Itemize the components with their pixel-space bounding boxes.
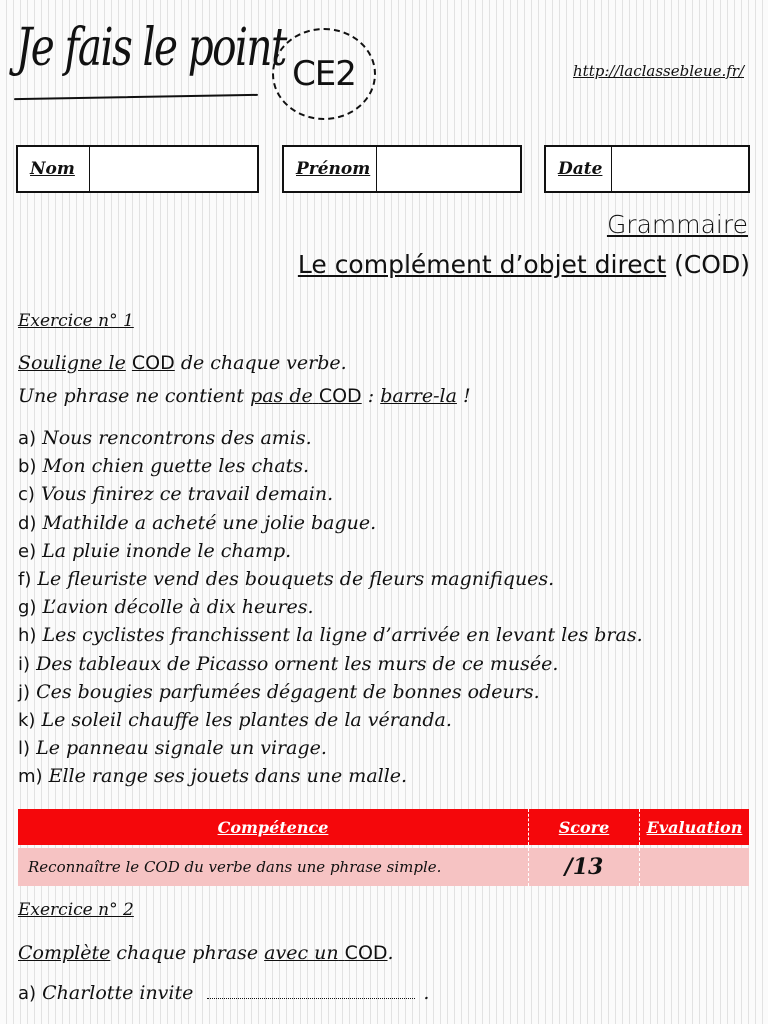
instruction-text: barre-la [380, 385, 457, 407]
item-text: Elle range ses jouets dans une malle. [48, 765, 408, 788]
item-key: b) [18, 456, 37, 478]
instruction-text: ! [462, 385, 471, 407]
item-text: Charlotte invite [42, 982, 194, 1004]
item-key: m) [18, 766, 43, 788]
sentence-item[interactable] [18, 537, 643, 565]
name-field[interactable] [90, 147, 257, 191]
instruction-text: . [387, 942, 394, 964]
exercise-1-instruction-2 [18, 385, 471, 407]
instruction-text: avec un [264, 942, 339, 964]
firstname-field[interactable] [377, 147, 520, 191]
sentence-item[interactable] [18, 650, 643, 678]
exercise-1-instruction-1 [18, 352, 347, 374]
item-text: Nous rencontrons des amis. [42, 427, 312, 449]
instruction-text: Une phrase ne contient [18, 385, 245, 407]
firstname-box [282, 145, 522, 193]
item-key: c) [18, 484, 35, 506]
sentence-item[interactable] [18, 678, 643, 706]
item-key: d) [18, 512, 37, 534]
sentence-item[interactable] [18, 480, 643, 508]
instruction-text: Complète [18, 942, 111, 964]
exercise-2-instruction [18, 942, 394, 964]
sentence-item[interactable] [18, 621, 643, 649]
lesson-abbr: (COD) [674, 250, 750, 279]
lesson-name: Le complément d’objet direct [297, 250, 667, 279]
subject-title: Grammaire [606, 210, 748, 239]
item-key: i) [18, 653, 31, 675]
item-key: h) [18, 625, 37, 647]
sentence-item[interactable] [18, 762, 643, 790]
item-key: f) [18, 568, 32, 590]
header-skill: Compétence [18, 809, 529, 845]
item-text: Mon chien guette les chats. [42, 455, 310, 478]
date-field[interactable] [612, 147, 748, 191]
item-text: Le fleuriste vend des bouquets de fleurs magnifiques. [37, 567, 555, 590]
item-text: Le soleil chauffe les plantes de la véranda. [41, 708, 452, 731]
instruction-cod: COD [131, 352, 175, 374]
worksheet-title: Je fais le point [16, 18, 286, 78]
instruction-text: Souligne le [18, 352, 126, 374]
header-score: Score [529, 809, 640, 845]
level-badge [272, 28, 376, 120]
date-label: Date [546, 147, 612, 191]
item-key: k) [18, 709, 36, 731]
answer-blank[interactable] [207, 984, 415, 999]
sentence-item[interactable] [18, 424, 643, 452]
level-label: CE2 [292, 54, 356, 94]
skills-table [18, 809, 749, 886]
skills-table-header [18, 809, 749, 845]
exercise-2-label: Exercice n° 2 [18, 900, 134, 920]
instruction-text: chaque phrase [116, 942, 259, 964]
cell-evaluation[interactable] [640, 848, 749, 886]
cell-score: /13 [529, 848, 640, 886]
firstname-label: Prénom [284, 147, 377, 191]
table-row [18, 848, 749, 886]
item-text: Mathilde a acheté une jolie bague. [42, 511, 377, 534]
item-key: a) [18, 428, 37, 449]
sentence-item[interactable] [18, 593, 643, 621]
date-box [544, 145, 750, 193]
item-key: e) [18, 540, 37, 562]
exercise-1-label: Exercice n° 1 [18, 311, 134, 331]
sentence-item[interactable] [18, 706, 643, 734]
name-box [16, 145, 259, 193]
item-text: Le panneau signale un virage. [36, 737, 327, 760]
instruction-text: pas de [250, 385, 313, 407]
lesson-title [298, 250, 750, 279]
item-key: a) [18, 983, 37, 1004]
exercise-1-sentence-list [18, 424, 643, 790]
item-text: Des tableaux de Picasso ornent les murs de ce musée. [36, 652, 559, 675]
instruction-text: : [367, 385, 375, 407]
sentence-item[interactable] [18, 452, 643, 480]
item-key: l) [18, 738, 31, 760]
header-evaluation: Evaluation [646, 817, 743, 837]
item-text: L’avion décolle à dix heures. [42, 596, 314, 619]
sentence-item[interactable] [18, 734, 643, 762]
item-key: j) [18, 681, 31, 703]
item-text: Vous finirez ce travail demain. [40, 483, 334, 506]
name-label: Nom [18, 147, 90, 191]
cell-skill: Reconnaître le COD du verbe dans une phrase simple. [18, 848, 529, 886]
item-end: . [423, 982, 430, 1004]
sentence-item[interactable] [18, 509, 643, 537]
item-text: Ces bougies parfumées dégagent de bonnes odeurs. [36, 680, 540, 703]
source-url: http://laclassebleue.fr/ [573, 62, 744, 80]
instruction-cod: COD [318, 385, 362, 407]
item-text: Les cyclistes franchissent la ligne d’arrivée en levant les bras. [42, 624, 643, 647]
exercise-2-item [18, 982, 429, 1004]
instruction-cod: COD [344, 942, 388, 964]
title-underline [14, 94, 258, 100]
item-text: La pluie inonde le champ. [42, 539, 292, 562]
sentence-item[interactable] [18, 565, 643, 593]
instruction-text: de chaque verbe. [180, 352, 347, 374]
item-key: g) [18, 597, 37, 619]
